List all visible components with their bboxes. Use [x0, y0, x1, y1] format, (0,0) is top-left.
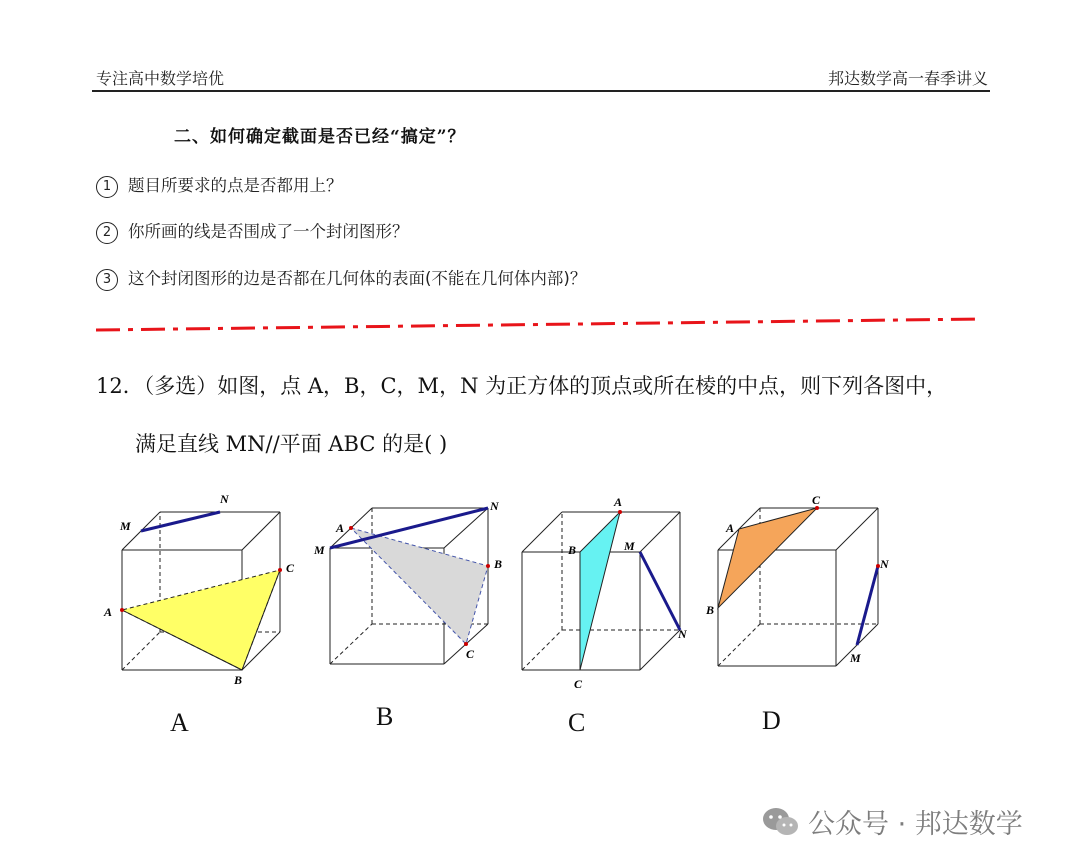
point-label-b: B	[494, 557, 503, 571]
header-right-text: 邦达数学高一春季讲义	[827, 69, 988, 88]
checklist-text: 你所画的线是否围成了一个封闭图形？	[128, 222, 409, 241]
point-label-a: A	[104, 605, 113, 619]
figure-c-cube	[508, 490, 698, 690]
line-mn	[640, 552, 680, 630]
plane-abc	[580, 512, 620, 670]
watermark-text: 公众号 · 邦达数学	[808, 809, 1023, 840]
header-rule	[92, 90, 990, 92]
option-label-c: C	[568, 708, 586, 737]
question-line-1: 12．（多选）如图，点 A，B，C，M，N 为正方体的顶点或所在棱的中点，则下列各图中，	[96, 374, 948, 398]
watermark	[762, 802, 1023, 841]
figure-a-cube	[100, 488, 310, 688]
point-label-a: A	[614, 495, 623, 509]
line-mn	[141, 512, 220, 531]
point-label-b: B	[568, 543, 577, 557]
section-title: 二、如何确定截面是否已经“搞定”？	[174, 127, 466, 147]
circled-number: 3	[96, 269, 118, 291]
point-label-b: B	[234, 673, 243, 687]
point-label-n: N	[678, 627, 687, 641]
line-mn	[857, 566, 878, 645]
option-label-a: A	[170, 708, 189, 737]
wechat-icon	[762, 806, 800, 838]
circled-number: 1	[96, 176, 118, 198]
point-label-n: N	[490, 499, 499, 513]
circled-number: 2	[96, 222, 118, 244]
header-left-text: 专注高中数学培优	[96, 69, 225, 88]
point-label-m: M	[850, 651, 861, 665]
checklist-item-1	[96, 172, 343, 198]
checklist-text: 题目所要求的点是否都用上？	[128, 176, 343, 195]
point-label-c: C	[466, 647, 475, 661]
question-line-2: 满足直线 MN//平面 ABC 的是( )	[135, 432, 448, 456]
line-mn	[330, 508, 488, 548]
point-label-m: M	[314, 543, 325, 557]
point-label-c: C	[574, 677, 583, 690]
point-label-m: M	[120, 519, 131, 533]
point-label-n: N	[220, 492, 229, 506]
point-label-b: B	[706, 603, 715, 617]
checklist-item-2	[96, 218, 409, 244]
point-label-m: M	[624, 539, 635, 553]
option-label-d: D	[762, 706, 781, 735]
figure-b-cube	[312, 490, 522, 670]
point-label-c: C	[812, 493, 821, 507]
option-label-b: B	[376, 702, 394, 731]
point-label-n: N	[880, 557, 889, 571]
point-label-a: A	[726, 521, 735, 535]
point-label-c: C	[286, 561, 295, 575]
dash-dot-separator	[96, 316, 982, 336]
checklist-text: 这个封闭图形的边是否都在几何体的表面(不能在几何体内部)？	[128, 269, 587, 288]
figure-d-cube	[700, 490, 900, 680]
point-label-a: A	[336, 521, 345, 535]
checklist-item-3	[96, 265, 586, 291]
